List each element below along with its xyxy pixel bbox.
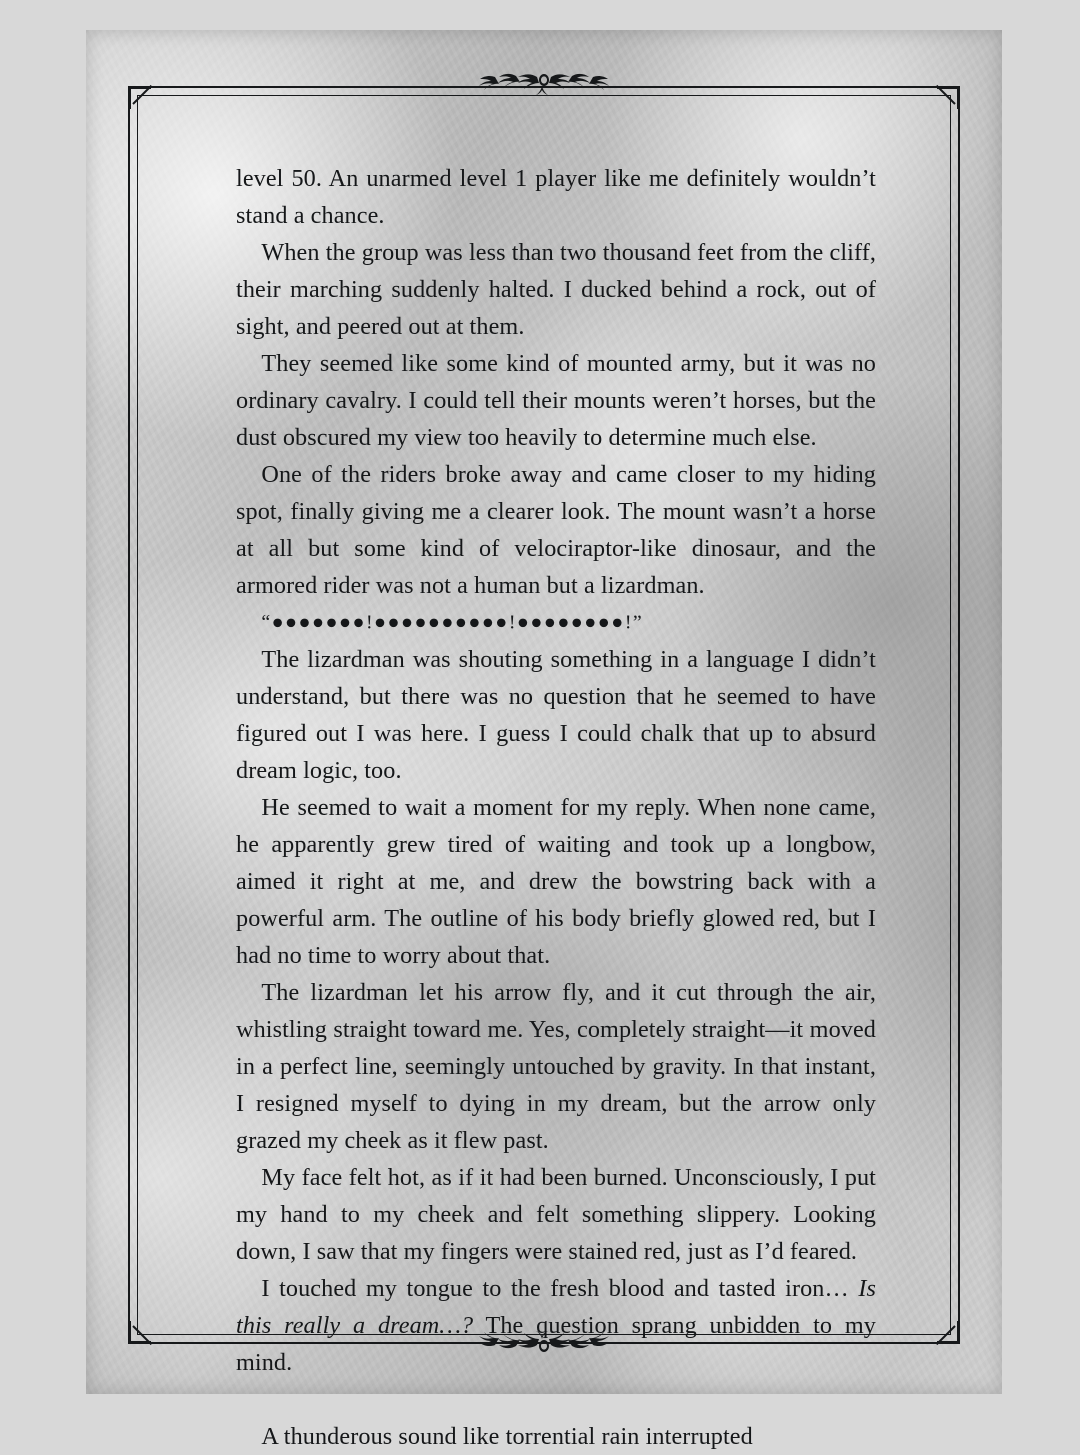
paragraph-text-before-italic: I touched my tongue to the fresh blood and tasted iron… [261,1275,849,1303]
corner-mark-bottom-left-icon [129,1321,151,1343]
italic-inner-thought: Is this really a dream…? [236,1275,876,1340]
paragraph-with-italic [236,1270,876,1381]
paragraph: One of the riders broke away and came closer to my hiding spot, finally giving me a clearer look. The mount wasn’t a horse at all but some kind of velociraptor-like dinosaur, and the armored rider was not a human but a lizardman. [236,461,876,599]
paragraph: They seemed like some kind of mounted army, but it was no ordinary cavalry. I could tell their mounts weren’t horses, but the dust obscured my view too heavily to determine much else. [236,350,876,451]
redacted-speech-line [236,604,876,641]
paragraph: He seemed to wait a moment for my reply. When none came, he apparently grew tired of waiting and took up a longbow, aimed it right at me, and drew the bowstring back with a powerful arm. The outline of his body briefly glowed red, but I had no time to worry about that. [236,794,876,970]
paragraph: The lizardman was shouting something in a language I didn’t understand, but there was no question that he seemed to have figured out I was here. I guess I could chalk that up to absurd dream logic, too. [236,646,876,785]
paragraph: The lizardman let his arrow fly, and it cut through the air, whistling straight toward me. Yes, completely straight—it moved in a perfect line, seemingly untouched by gravity. In that instant, I resigned myself to dying in my dream, but the arrow only grazed my cheek as it flew past. [236,979,876,1155]
paragraph: My face felt hot, as if it had been burned. Unconsciously, I put my hand to my cheek and felt something slippery. Looking down, I saw that my fingers were stained red, just as I’d feared. [236,1164,876,1266]
page-body-text [236,160,876,1455]
corner-mark-bottom-right-icon [937,1321,959,1343]
paragraph: level 50. An unarmed level 1 player like me definitely wouldn’t stand a chance. [236,165,876,229]
redacted-speech-text: “●●●●●●●!●●●●●●●●●●!●●●●●●●●!” [261,611,644,634]
corner-mark-top-left-icon [129,87,151,109]
paper-background [86,30,1002,1451]
paragraph: When the group was less than two thousand feet from the cliff, their marching suddenly halted. I ducked behind a rock, out of sight, and peered out at them. [236,239,876,340]
paragraph-text-after-italic: The question sprang unbidden to my mind. [236,1312,876,1377]
corner-mark-top-right-icon [937,87,959,109]
paragraph: A thunderous sound like torrential rain interrupted [261,1423,753,1451]
